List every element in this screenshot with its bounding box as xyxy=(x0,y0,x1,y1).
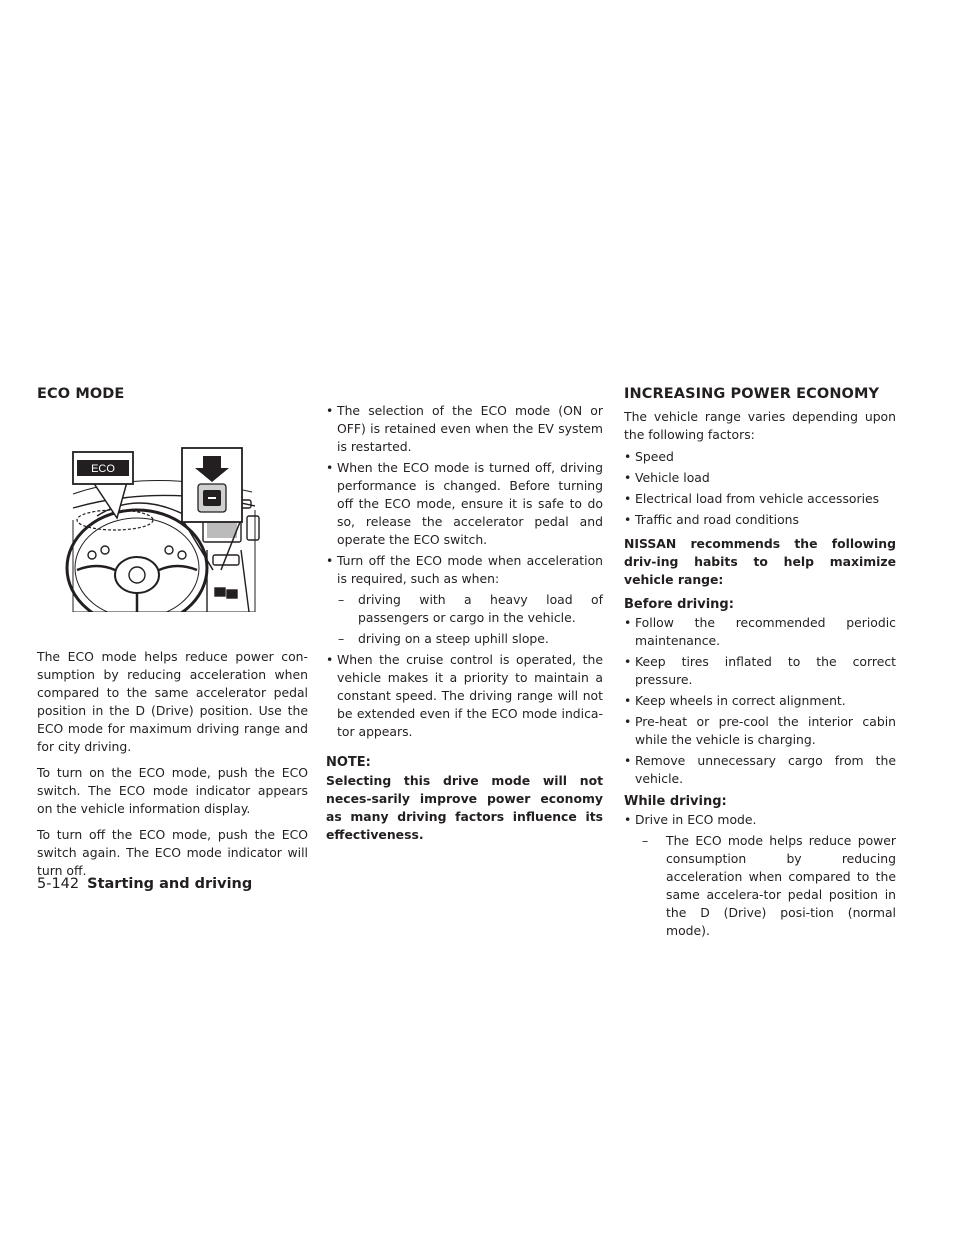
list-item: • Keep wheels in correct alignment. xyxy=(624,692,896,710)
eco-mode-column xyxy=(37,386,308,888)
note-heading: NOTE: xyxy=(326,755,371,770)
list-item: • Turn off the ECO mode when acceleration is required, such as when: xyxy=(326,552,603,588)
power-economy-intro: The vehicle range varies depending upon the following factors: xyxy=(624,409,896,442)
list-item: • Electrical load from vehicle accessories xyxy=(624,490,896,508)
list-item: • When the ECO mode is turned off, driving performance is changed. Before turning off the ECO mode, ensure it is safe to do so, release the accelerator pedal and operate the ECO switch. xyxy=(326,459,603,549)
before-driving-heading: Before driving: xyxy=(624,597,734,612)
sub-list-item: – The ECO mode helps reduce power consumption by reducing acceleration when compared to the same accelera-tor pedal position in the D (Drive) posi-tion (normal mode). xyxy=(642,832,896,940)
list-item: • Keep tires inflated to the correct pressure. xyxy=(624,653,896,689)
eco-switch-figure xyxy=(37,420,308,612)
while-driving-heading: While driving: xyxy=(624,794,727,809)
power-economy-heading: INCREASING POWER ECONOMY xyxy=(624,386,880,402)
eco-mode-heading: ECO MODE xyxy=(37,386,125,402)
eco-turn-off-paragraph: To turn off the ECO mode, push the ECO switch again. The ECO mode indicator will turn off. xyxy=(37,827,308,878)
eco-intro-paragraph: The ECO mode helps reduce power con-sumption by reducing acceleration when compared to the same accelerator pedal position in the D (Drive) position. Use the ECO mode for maximum driving range and for city driving. xyxy=(37,649,308,754)
recommend-text: NISSAN recommends the following driv-ing habits to help maximize vehicle range: xyxy=(624,536,896,587)
list-item: • Remove unnecessary cargo from the vehicle. xyxy=(624,752,896,788)
power-economy-column xyxy=(624,386,896,943)
list-item: • Speed xyxy=(624,448,896,466)
list-item: • Vehicle load xyxy=(624,469,896,487)
dashboard-illustration xyxy=(37,420,308,612)
list-item: • Pre-heat or pre-cool the interior cabin while the vehicle is charging. xyxy=(624,713,896,749)
section-title: Starting and driving xyxy=(87,876,253,892)
sub-list-item: – driving on a steep uphill slope. xyxy=(338,630,603,648)
list-item: • Drive in ECO mode. xyxy=(624,811,896,829)
sub-list-item: – driving with a heavy load of passengers or cargo in the vehicle. xyxy=(338,591,603,627)
list-item: • Traffic and road conditions xyxy=(624,511,896,529)
list-item: • Follow the recommended periodic maintenance. xyxy=(624,614,896,650)
eco-label-text: ECO xyxy=(91,463,115,475)
list-item: • The selection of the ECO mode (ON or OFF) is retained even when the EV system is restarted. xyxy=(326,402,603,456)
note-text: Selecting this drive mode will not neces-sarily improve power economy as many driving factors influence its effectiveness. xyxy=(326,773,603,842)
page-number: 5-142 xyxy=(37,876,80,892)
eco-turn-on-paragraph: To turn on the ECO mode, push the ECO switch. The ECO mode indicator appears on the vehicle information display. xyxy=(37,765,308,816)
list-item: • When the cruise control is operated, the vehicle makes it a priority to maintain a constant speed. The driving range will not be extended even if the ECO mode indica-tor appears. xyxy=(326,651,603,741)
eco-notes-column xyxy=(326,402,603,852)
page-footer xyxy=(37,876,252,892)
